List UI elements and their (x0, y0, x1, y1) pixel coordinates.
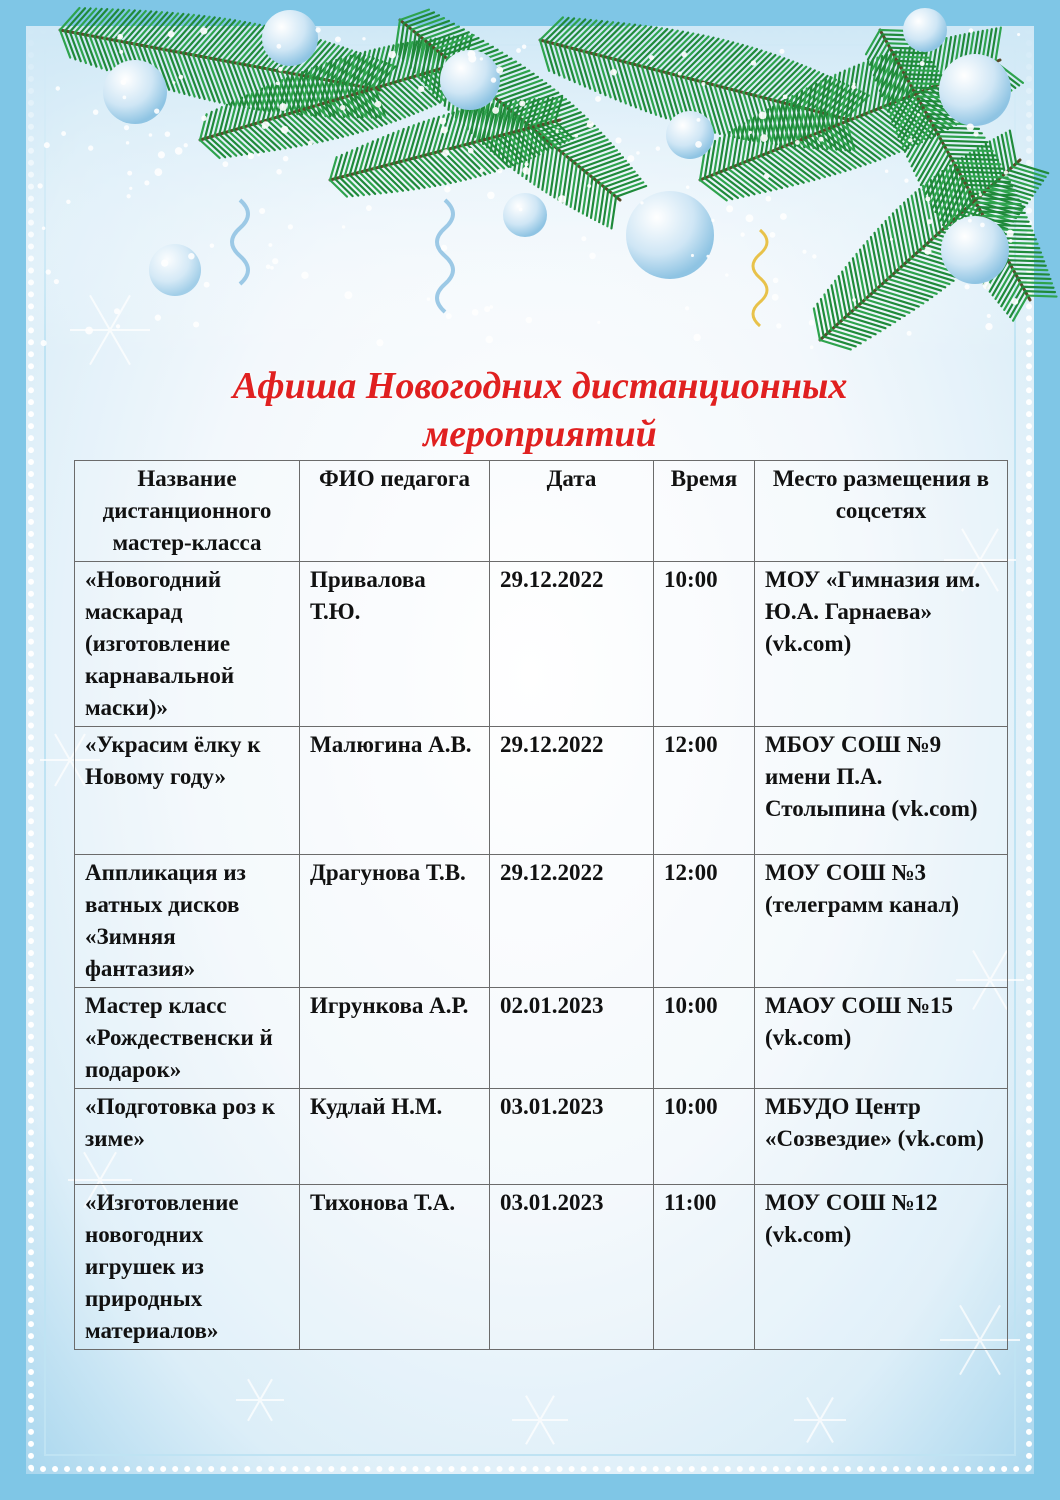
page-title (140, 362, 940, 458)
table-row (75, 562, 1008, 727)
table-row (75, 1089, 1008, 1185)
cell-name: «Украсим ёлку к Новому году» (75, 727, 300, 855)
cell-date: 03.01.2023 (490, 1089, 654, 1185)
ornament-ball-icon (262, 10, 318, 66)
cell-time: 11:00 (654, 1185, 755, 1350)
cell-time: 10:00 (654, 988, 755, 1089)
cell-time: 10:00 (654, 562, 755, 727)
table-row (75, 988, 1008, 1089)
cell-time: 10:00 (654, 1089, 755, 1185)
cell-place: МБУДО Центр «Созвездие» (vk.com) (755, 1089, 1008, 1185)
events-table (74, 460, 1008, 1350)
cell-place: МОУ СОШ №3 (телеграмм канал) (755, 855, 1008, 988)
cell-teacher: Кудлай Н.М. (300, 1089, 490, 1185)
table-row (75, 727, 1008, 855)
table-row (75, 855, 1008, 988)
header-teacher: ФИО педагога (300, 461, 490, 562)
cell-time: 12:00 (654, 855, 755, 988)
ornament-ball-icon (941, 216, 1009, 284)
cell-place: МОУ «Гимназия им. Ю.А. Гарнаева» (vk.com) (755, 562, 1008, 727)
ornament-ball-icon (149, 244, 201, 296)
cell-date: 29.12.2022 (490, 562, 654, 727)
header-name: Название дистанционного мастер-класса (75, 461, 300, 562)
cell-place: МОУ СОШ №12 (vk.com) (755, 1185, 1008, 1350)
table-row (75, 1185, 1008, 1350)
cell-name: «Изготовление новогодних игрушек из природных материалов» (75, 1185, 300, 1350)
cell-teacher: Привалова Т.Ю. (300, 562, 490, 727)
cell-name: Мастер класс «Рождественски й подарок» (75, 988, 300, 1089)
table-header-row (75, 461, 1008, 562)
header-date: Дата (490, 461, 654, 562)
cell-name: «Новогодний маскарад (изготовление карнавальной маски)» (75, 562, 300, 727)
cell-time: 12:00 (654, 727, 755, 855)
cell-place: МБОУ СОШ №9 имени П.А. Столыпина (vk.com) (755, 727, 1008, 855)
ornament-ball-icon (939, 54, 1011, 126)
cell-place: МАОУ СОШ №15 (vk.com) (755, 988, 1008, 1089)
ornament-ball-icon (903, 8, 947, 52)
header-place: Место размещения в соцсетях (755, 461, 1008, 562)
cell-teacher: Драгунова Т.В. (300, 855, 490, 988)
ornament-ball-icon (503, 193, 547, 237)
ornament-ball-icon (666, 111, 714, 159)
cell-date: 29.12.2022 (490, 727, 654, 855)
ornament-ball-icon (626, 191, 714, 279)
cell-name: Аппликация из ватных дисков «Зимняя фантазия» (75, 855, 300, 988)
title-line-2: мероприятий (423, 413, 657, 455)
cell-name: «Подготовка роз к зиме» (75, 1089, 300, 1185)
cell-teacher: Тихонова Т.А. (300, 1185, 490, 1350)
cell-teacher: Игрункова А.Р. (300, 988, 490, 1089)
ornament-ball-icon (103, 60, 167, 124)
cell-teacher: Малюгина А.В. (300, 727, 490, 855)
cell-date: 03.01.2023 (490, 1185, 654, 1350)
cell-date: 29.12.2022 (490, 855, 654, 988)
header-time: Время (654, 461, 755, 562)
cell-date: 02.01.2023 (490, 988, 654, 1089)
title-line-1: Афиша Новогодних дистанционных (232, 365, 848, 407)
